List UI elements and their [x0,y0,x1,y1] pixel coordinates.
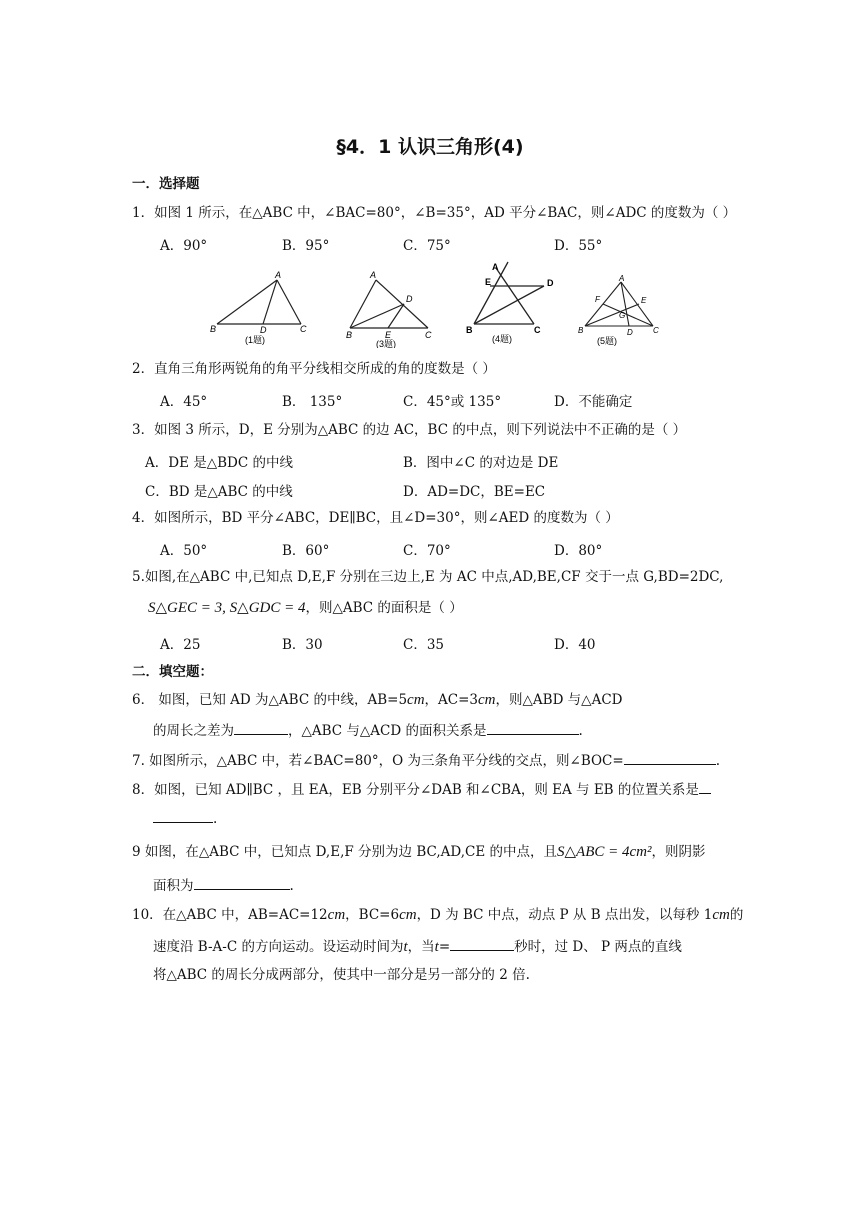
question-10-unit-1: cm [327,907,346,923]
question-8-stem: 8．如图，已知 AD∥BC ，且 EA，EB 分别平分∠DAB 和∠CBA，则 EA 与 EB 的位置关系是 [132,782,699,798]
question-10-unit-2: cm [399,907,417,923]
question-9-line-2 [153,875,294,895]
question-6-blank-1[interactable] [234,720,288,735]
question-10-var-1: t [403,939,408,955]
question-6-text-f: . [578,723,583,739]
question-2-option-b: B． 135° [282,394,343,410]
question-10-text-c: ，D 为 BC 中点，动点 P 从 B 点出发，以每秒 1 [416,907,713,923]
question-1-option-b: B．95° [282,238,330,254]
question-8-line-2 [153,808,217,828]
question-6-text-e: ，△ABC 与△ACD 的面积关系是 [288,723,487,739]
question-6-text-a: 6． 如图，已知 AD 为△ABC 的中线，AB=5 [132,692,408,708]
fig5-label-g: G [619,311,626,320]
question-8-tail: . [213,811,218,827]
question-5-formula: S△GEC = 3, S△GDC = 4 [148,600,306,616]
fig4-label-e: E [485,277,492,287]
question-10-line-1 [132,906,743,924]
section-heading-fill: 二．填空题： [132,664,213,680]
question-9-tail-1: ，则阴影 [651,844,706,860]
question-9-line-1 [132,843,705,861]
question-10-unit-3: cm [712,907,730,923]
fig1-caption: (1题) [245,335,265,345]
question-7-stem: 7. 如图所示，△ABC 中，若∠BAC=80°，O 为三条角平分线的交点，则∠BOC= [132,753,624,769]
question-4-option-d: D．80° [554,543,603,559]
question-1-option-a: A．90° [160,238,208,254]
figure-1 [205,268,315,348]
question-7-tail: . [715,753,720,769]
question-8-blank-b[interactable] [153,808,213,823]
page-title: §4．1 认识三角形(4) [336,136,524,158]
question-4-option-b: B．60° [282,543,330,559]
fig3-label-d: D [406,294,413,304]
section-heading-choice: 一．选择题 [132,176,200,192]
question-10-var-2: t [434,939,439,955]
fig5-label-d: D [627,328,633,337]
question-9-stem: 9 如图，在△ABC 中，已知点 D,E,F 分别为边 BC,AD,CE 的中点，且 [132,844,557,860]
question-1-option-c: C．75° [403,238,451,254]
question-8-blank-a[interactable] [699,779,711,794]
question-10-text-b: ，BC=6 [345,907,400,923]
question-6-blank-2[interactable] [487,720,579,735]
question-10-text-f: ，当 [407,939,435,955]
question-5-option-d: D．40 [554,637,596,653]
question-9-formula: S△ABC = 4cm² [557,844,652,860]
fig3-label-c: C [425,330,432,340]
question-6-unit-1: cm [407,692,425,708]
fig3-label-b: B [346,330,353,340]
figure-5 [575,270,665,348]
question-3-stem: 3．如图 3 所示，D，E 分别为△ABC 的边 AC，BC 的中点，则下列说法中不正确的是（ ） [132,422,687,438]
question-7-blank[interactable] [624,750,716,765]
question-9-line-2-text: 面积为 [153,878,194,894]
fig3-label-a: A [370,270,377,280]
fig1-label-d: D [260,325,267,335]
fig4-label-d: D [547,278,554,288]
question-5-formula-tail: ，则△ABC 的面积是（ ） [305,600,463,616]
fig3-caption: (3题) [376,339,396,348]
question-10-blank[interactable] [450,936,514,951]
figure-3 [340,268,440,348]
fig3-label-e: E [385,330,392,340]
figure-4 [460,258,560,346]
question-10-text-g: = [438,939,451,955]
fig5-caption: (5题) [597,336,617,346]
question-6-line-2 [153,720,583,740]
question-3-option-a: A．DE 是△BDC 的中线 [145,455,293,471]
question-2-option-d: D．不能确定 [554,394,633,410]
question-9-tail-2: . [289,878,294,894]
fig4-label-a: A [492,262,499,272]
question-10-text-e: 速度沿 B-A-C 的方向运动。设运动时间为 [153,939,404,955]
question-4-option-c: C．70° [403,543,451,559]
question-3-option-b: B．图中∠C 的对边是 DE [403,455,559,471]
fig1-label-c: C [300,324,307,334]
fig5-label-b: B [578,326,584,335]
question-8-line-1 [132,779,711,799]
question-1-stem: 1．如图 1 所示，在△ABC 中，∠BAC=80°，∠B=35°，AD 平分∠BAC，则∠ADC 的度数为（ ） [132,205,737,221]
question-10-line-3: 将△ABC 的周长分成两部分，使其中一部分是另一部分的 2 倍. [153,967,530,983]
question-5-option-b: B．30 [282,637,323,653]
question-5-stem: 5.如图,在△ABC 中,已知点 D,E,F 分别在三边上,E 为 AC 中点,AD,BE,CF 交于一点 G,BD=2DC, [132,569,724,585]
question-6-unit-2: cm [478,692,496,708]
question-2-option-c: C．45°或 135° [403,394,502,410]
question-10-text-a: 10．在△ABC 中，AB=AC=12 [132,907,328,923]
fig1-label-b: B [210,324,217,334]
fig4-label-b: B [466,325,473,335]
question-2-stem: 2．直角三角形两锐角的角平分线相交所成的角的度数是（ ） [132,361,496,377]
question-5-option-a: A．25 [160,637,201,653]
fig5-label-c: C [653,326,659,335]
question-4-stem: 4．如图所示，BD 平分∠ABC，DE∥BC，且∠D=30°，则∠AED 的度数为（ ） [132,510,619,526]
question-4-option-a: A．50° [160,543,208,559]
question-5-formula-line [148,599,463,617]
question-7-line [132,750,720,770]
question-10-line-2 [153,936,682,956]
question-1-option-d: D．55° [554,238,603,254]
question-3-option-c: C．BD 是△ABC 的中线 [145,484,293,500]
fig1-label-a: A [275,270,282,280]
question-5-option-c: C．35 [403,637,445,653]
question-6-text-b: ，AC=3 [424,692,479,708]
fig5-label-f: F [595,295,600,304]
fig4-label-c: C [534,325,541,335]
question-6-text-c: ，则△ABD 与△ACD [495,692,623,708]
question-10-text-h: 秒时，过 D、 P 两点的直线 [514,939,682,955]
fig4-caption: (4题) [492,334,512,344]
fig5-label-e: E [641,296,647,305]
fig5-label-a: A [619,274,625,283]
question-10-text-d: 的 [729,907,744,923]
question-6-line-1 [132,691,622,709]
question-3-option-d: D．AD=DC，BE=EC [403,484,546,500]
question-2-option-a: A．45° [160,394,208,410]
question-9-blank[interactable] [194,875,290,890]
question-6-text-d: 的周长之差为 [153,723,234,739]
